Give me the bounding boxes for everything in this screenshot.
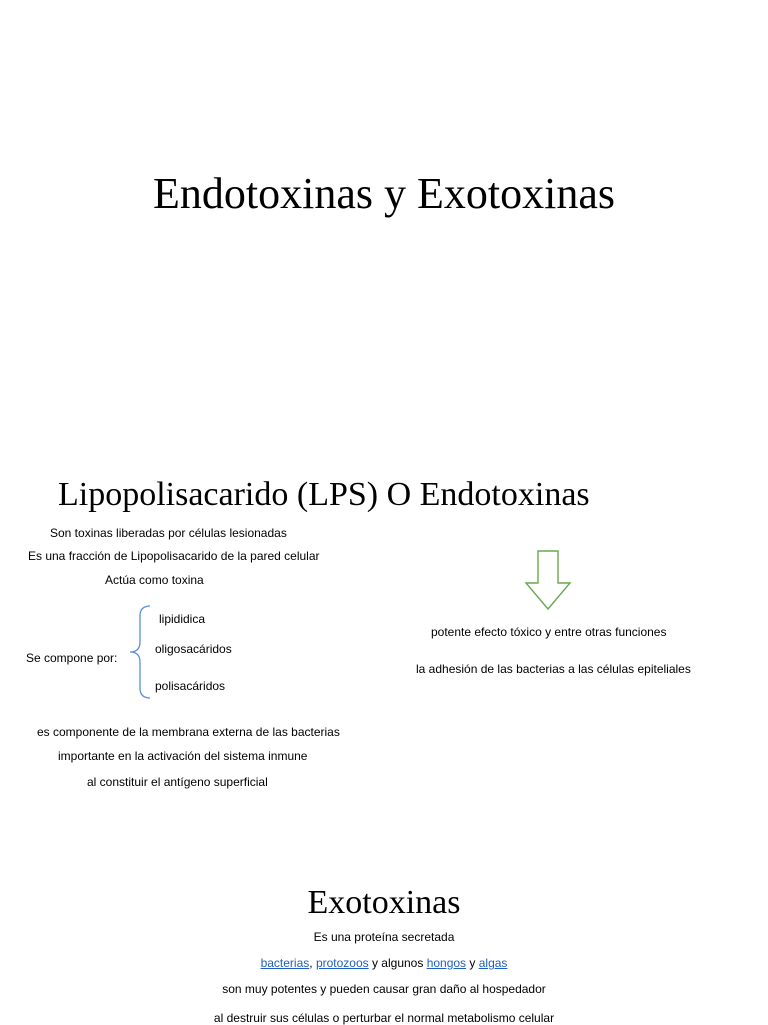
component-oligosacaridos: oligosacáridos (155, 642, 232, 656)
curly-bracket (128, 604, 152, 700)
component-lipididica: lipididica (159, 612, 206, 626)
lps-line-2: Es una fracción de Lipopolisacarido de la pared celular (28, 549, 320, 563)
sep-2: y algunos (368, 956, 427, 970)
link-bacterias[interactable]: bacterias (260, 956, 310, 970)
lps-line-3: Actúa como toxina (105, 573, 204, 587)
exo-line-1: Es una proteína secretada (313, 930, 455, 944)
link-hongos[interactable]: hongos (426, 956, 467, 970)
lps-bottom-line-2: importante en la activación del sistema inmune (58, 749, 308, 763)
exo-organisms-line (0, 956, 768, 970)
down-arrow-icon (524, 549, 572, 611)
link-protozoos[interactable]: protozoos (315, 956, 369, 970)
page-title: Endotoxinas y Exotoxinas (153, 169, 615, 218)
sep-1: , (309, 956, 316, 970)
right-line-2: la adhesión de las bacterias a las células epiteliales (416, 662, 691, 676)
component-polisacaridos: polisacáridos (155, 679, 226, 693)
link-algas[interactable]: algas (478, 956, 508, 970)
exo-line-4: al destruir sus células o perturbar el normal metabolismo celular (213, 1011, 555, 1025)
right-line-1: potente efecto tóxico y entre otras funciones (431, 625, 667, 639)
lps-line-1: Son toxinas liberadas por células lesionadas (50, 526, 287, 540)
lps-bottom-line-1: es componente de la membrana externa de las bacterias (37, 725, 340, 739)
exo-heading: Exotoxinas (307, 884, 461, 921)
lps-bottom-line-3: al constituir el antígeno superficial (87, 775, 268, 789)
compone-label: Se compone por: (26, 651, 118, 665)
exo-line-3: son muy potentes y pueden causar gran daño al hospedador (222, 982, 546, 996)
sep-3: y (466, 956, 479, 970)
lps-heading: Lipopolisacarido (LPS) O Endotoxinas (58, 476, 590, 513)
